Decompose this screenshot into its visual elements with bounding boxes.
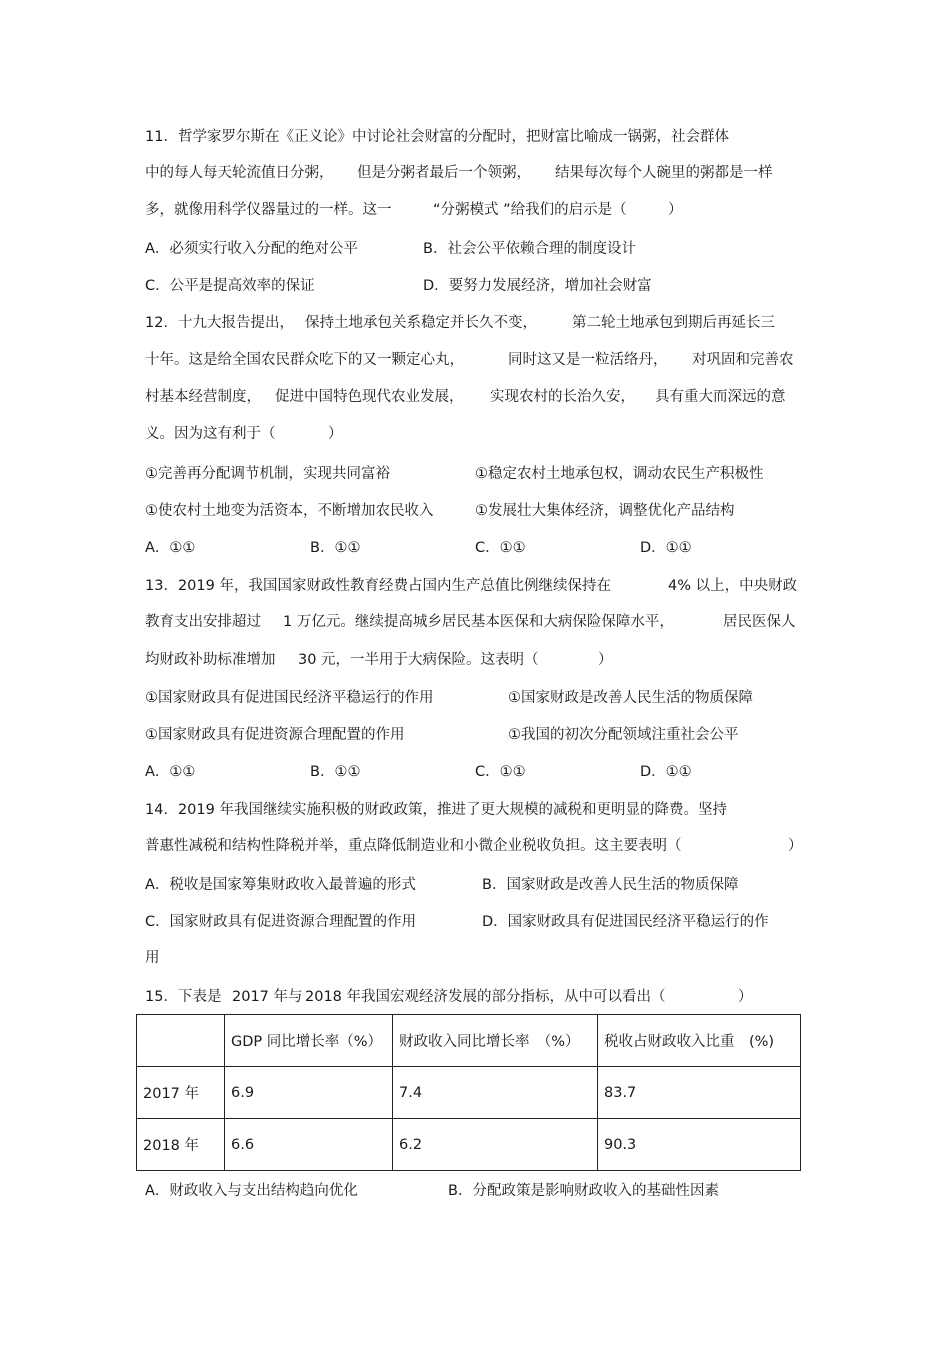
q13-statement-3: ①国家财政具有促进资源合理配置的作用 [145, 727, 405, 743]
q11-stem-3c: ） [668, 202, 683, 218]
q13-option-b: B．①① [310, 764, 361, 780]
q15-option-b: B．分配政策是影响财政收入的基础性因素 [448, 1183, 719, 1199]
q12-stem-2c: 对巩固和完善农 [692, 352, 794, 368]
q13-statement-4: ①我国的初次分配领域注重社会公平 [508, 727, 739, 743]
q14-stem-1: 14．2019 年我国继续实施积极的财政政策，推进了更大规模的减税和更明显的降费。坚持 [145, 802, 727, 818]
q13-stem-1a: 13．2019 年，我国国家财政性教育经费占国内生产总值比例继续保持在 [145, 578, 611, 594]
q14-stem-2b: ） [788, 838, 803, 854]
q13-stem-2b: 1 万亿元。继续提高城乡居民基本医保和大病保险保障水平， [283, 614, 674, 630]
q14-option-d-cont: 用 [145, 950, 160, 966]
q12-stem-1b: 保持土地承包关系稳定并长久不变， [305, 315, 537, 331]
q12-statement-1: ①完善再分配调节机制，实现共同富裕 [145, 466, 390, 482]
q14-option-a: A．税收是国家筹集财政收入最普遍的形式 [145, 877, 416, 893]
q13-stem-2c: 居民医保人 [723, 614, 796, 630]
q13-option-a: A．①① [145, 764, 196, 780]
table-cell: 6.9 [225, 1067, 393, 1119]
q15-stem-1a: 15．下表是 [145, 989, 222, 1005]
q15-option-a: A．财政收入与支出结构趋向优化 [145, 1183, 358, 1199]
q13-statement-1: ①国家财政具有促进国民经济平稳运行的作用 [145, 690, 434, 706]
q12-stem-3b: 促进中国特色现代农业发展， [275, 389, 464, 405]
q13-stem-2a: 教育支出安排超过 [145, 614, 261, 630]
table-header-row [137, 1015, 801, 1067]
q14-stem-2a: 普惠性减税和结构性降税并举，重点降低制造业和小微企业税收负担。这主要表明（ [145, 838, 682, 854]
q12-stem-2b: 同时这又是一粒活络丹， [508, 352, 668, 368]
q13-option-d: D．①① [640, 764, 692, 780]
q12-statement-3: ①使农村土地变为活资本，不断增加农民收入 [145, 503, 434, 519]
q12-option-d: D．①① [640, 540, 692, 556]
table-cell: 7.4 [393, 1067, 598, 1119]
table-header-cell: GDP 同比增长率（%） [225, 1015, 393, 1067]
q13-stem-3c: ） [598, 652, 613, 668]
q11-stem-2c: 结果每次每个人碗里的粥都是一样 [555, 165, 773, 181]
table-cell: 83.7 [598, 1067, 801, 1119]
table-cell: 6.6 [225, 1119, 393, 1171]
q12-statement-2: ①稳定农村土地承包权，调动农民生产积极性 [475, 466, 764, 482]
q11-option-d: D．要努力发展经济，增加社会财富 [423, 278, 652, 294]
q12-option-a: A．①① [145, 540, 196, 556]
q11-stem-2a: 中的每人每天轮流值日分粥， [145, 165, 334, 181]
q13-stem-1b: 4% 以上，中央财政 [668, 578, 798, 594]
q15-stem-1c: 2018 年我国宏观经济发展的部分指标，从中可以看出（ [305, 989, 666, 1005]
q13-stem-3b: 30 元，一半用于大病保险。这表明（ [298, 652, 539, 668]
table-cell: 90.3 [598, 1119, 801, 1171]
q14-option-c: C．国家财政具有促进资源合理配置的作用 [145, 914, 417, 930]
q13-option-c: C．①① [475, 764, 526, 780]
q15-indicator-table [136, 1014, 801, 1171]
q12-option-c: C．①① [475, 540, 526, 556]
q12-stem-4b: ） [328, 426, 343, 442]
table-cell: 2018 年 [137, 1119, 225, 1171]
q12-option-b: B．①① [310, 540, 361, 556]
q12-stem-2a: 十年。这是给全国农民群众吃下的又一颗定心丸， [145, 352, 464, 368]
q12-statement-4: ①发展壮大集体经济，调整优化产品结构 [475, 503, 735, 519]
q12-stem-1c: 第二轮土地承包到期后再延长三 [572, 315, 775, 331]
q12-stem-3c: 实现农村的长治久安， [490, 389, 635, 405]
table-header-cell: 税收占财政收入比重 (%) [598, 1015, 801, 1067]
q12-stem-4a: 义。因为这有利于（ [145, 426, 276, 442]
table-cell: 2017 年 [137, 1067, 225, 1119]
q15-stem-1d: ） [738, 989, 753, 1005]
q11-stem-1: 11．哲学家罗尔斯在《正义论》中讨论社会财富的分配时，把财富比喻成一锅粥，社会群体 [145, 129, 729, 145]
q11-stem-3b: “分粥模式 ”给我们的启示是（ [433, 202, 627, 218]
q13-statement-2: ①国家财政是改善人民生活的物质保障 [508, 690, 753, 706]
q11-option-a: A．必须实行收入分配的绝对公平 [145, 241, 358, 257]
q15-stem-1b: 2017 年与 [232, 989, 303, 1005]
q11-option-c: C．公平是提高效率的保证 [145, 278, 315, 294]
q12-stem-3d: 具有重大而深远的意 [655, 389, 786, 405]
table-cell: 6.2 [393, 1119, 598, 1171]
table-header-cell [137, 1015, 225, 1067]
table-row [137, 1067, 801, 1119]
table-header-cell: 财政收入同比增长率 （%） [393, 1015, 598, 1067]
q12-stem-3a: 村基本经营制度， [145, 389, 261, 405]
q11-stem-3a: 多，就像用科学仪器量过的一样。这一 [145, 202, 392, 218]
q11-option-b: B．社会公平依赖合理的制度设计 [423, 241, 636, 257]
q13-stem-3a: 均财政补助标准增加 [145, 652, 276, 668]
q11-stem-2b: 但是分粥者最后一个领粥， [357, 165, 531, 181]
table-row [137, 1119, 801, 1171]
q12-stem-1a: 12．十九大报告提出， [145, 315, 294, 331]
q14-option-b: B．国家财政是改善人民生活的物质保障 [482, 877, 739, 893]
q14-option-d: D．国家财政具有促进国民经济平稳运行的作 [482, 914, 769, 930]
